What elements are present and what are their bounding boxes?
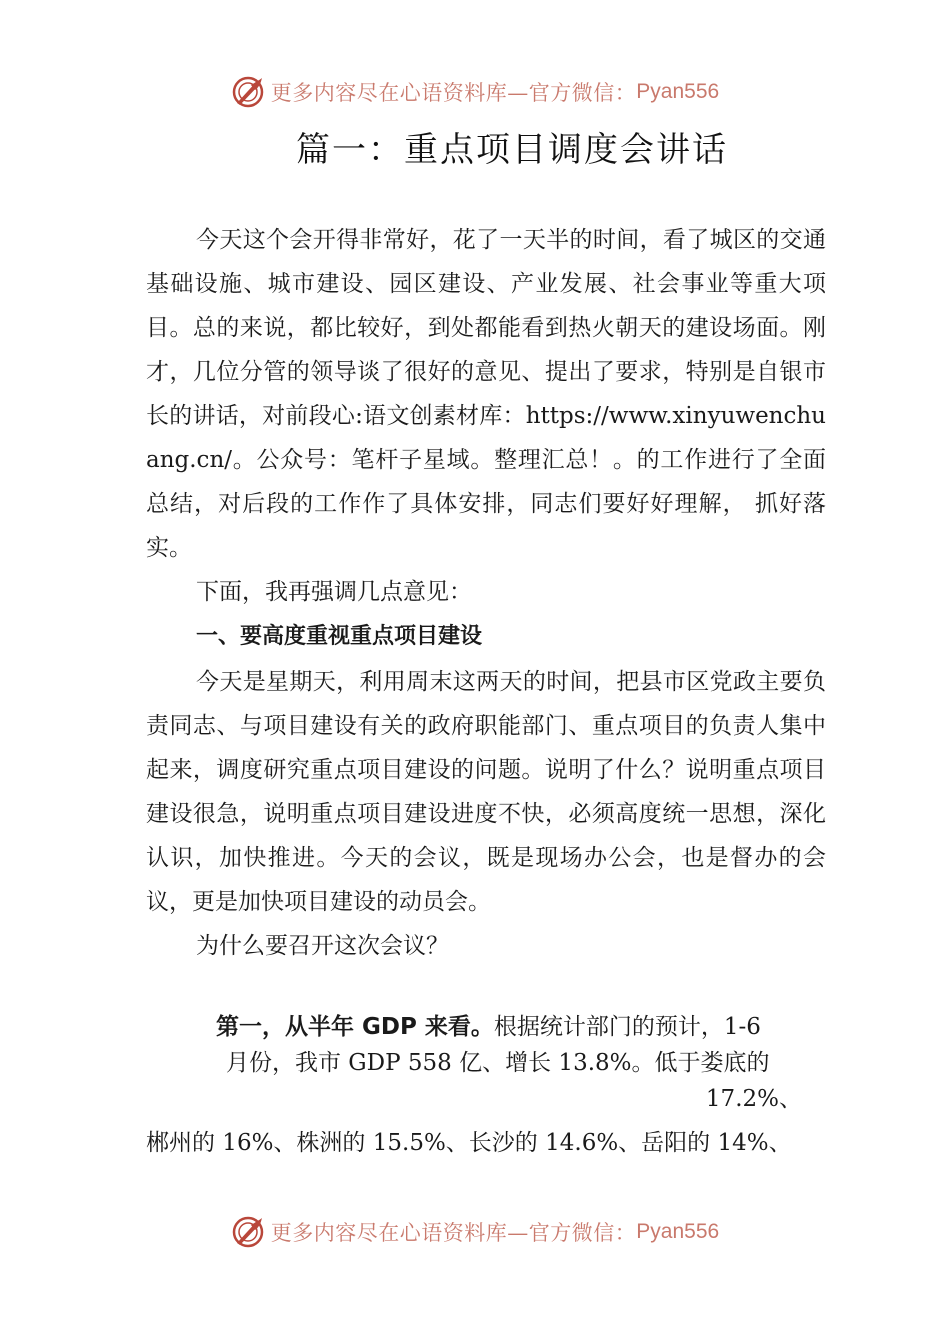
quill-seal-logo — [231, 1215, 265, 1249]
footer-watermark-banner — [0, 1212, 950, 1252]
section-heading: 一、要高度重视重点项目建设 — [196, 624, 483, 649]
gdp-line-1-text: 根据统计部门的预计，1-6 — [493, 1014, 761, 1040]
banner-wechat-id: Pyan556 — [636, 80, 720, 103]
gdp-line-3: 17.2%、 — [705, 1086, 802, 1112]
body-paragraph: 今天这个会开得非常好，花了一天半的时间，看了城区的交通基础设施、城市建设、园区建设、产业发展、社会事业等重大项目。总的来说，都比较好，到处都能看到热火朝天的建设场面。刚才，几位分管的领导谈了很好的意见、提出了要求，特别是自银市长的讲话，对前段心:语文创素材库：https://www.xinyuwenchuang.cn/。公众号：笔杆子星域。整理汇总！。的工作进行了全面总结，对后段的工作作了具体安排，同志们要好好理解， 抓好落实。 — [146, 227, 826, 561]
document-body — [146, 218, 826, 968]
gdp-bold-lead: 第一，从半年 GDP 来看。 — [216, 1014, 494, 1040]
banner-wechat-id: Pyan556 — [636, 1220, 720, 1243]
header-watermark-banner — [0, 72, 950, 112]
quill-seal-logo — [231, 75, 265, 109]
gdp-line-4: 郴州的 16%、株洲的 15.5%、长沙的 14.6%、岳阳的 14%、 — [146, 1130, 792, 1156]
body-paragraph: 为什么要召开这次会议？ — [196, 933, 449, 959]
gdp-line-1 — [216, 1008, 761, 1041]
gdp-block — [146, 1006, 826, 1156]
banner-text: 更多内容尽在心语资料库—官方微信： — [270, 1221, 637, 1245]
gdp-line-2: 月份，我市 GDP 558 亿、增长 13.8%。低于娄底的 — [226, 1050, 770, 1076]
document-title: 篇一：重点项目调度会讲话 — [296, 130, 728, 170]
banner-text: 更多内容尽在心语资料库—官方微信： — [270, 81, 637, 105]
body-paragraph: 今天是星期天，利用周末这两天的时间，把县市区党政主要负责同志、与项目建设有关的政府职能部门、重点项目的负责人集中起来，调度研究重点项目建设的问题。说明了什么？说明重点项目建设很急，说明重点项目建设进度不快，必须高度统一思想，深化认识，加快推进。今天的会议，既是现场办公会，也是督办的会议，更是加快项目建设的动员会。 — [146, 669, 826, 915]
body-paragraph: 下面，我再强调几点意见： — [196, 579, 472, 605]
